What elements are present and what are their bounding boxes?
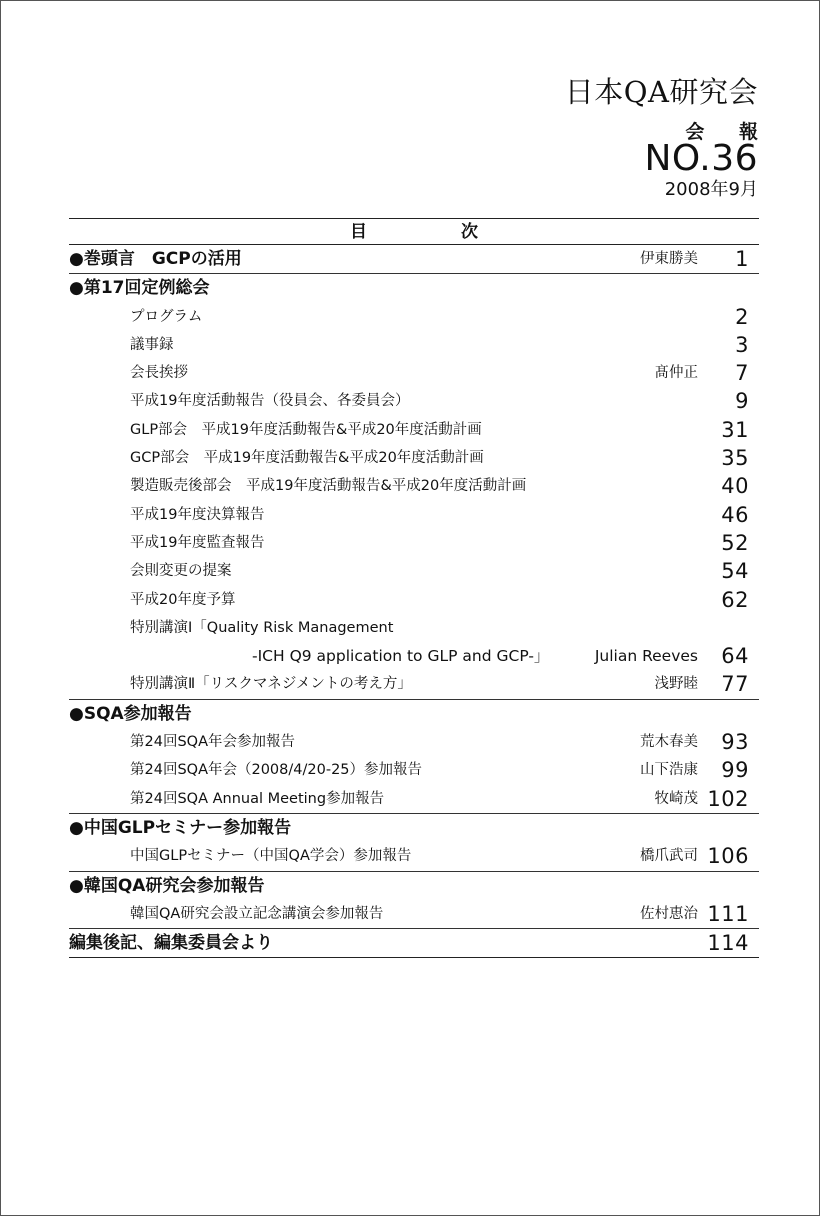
toc-section-row — [69, 871, 759, 900]
toc-entry-page: 93 — [721, 730, 749, 755]
toc-entry-author: 橋爪武司 — [640, 848, 698, 865]
toc-entry-title: -ICH Q9 application to GLP and GCP-」 — [252, 647, 550, 666]
toc-entry-page: 114 — [707, 931, 749, 956]
toc-entry-title: 会則変更の提案 — [130, 563, 232, 580]
toc-entry-title: 特別講演Ⅰ「Quality Risk Management — [130, 619, 394, 636]
toc-entry-title: 製造販売後部会 平成19年度活動報告&平成20年度活動計画 — [130, 478, 527, 495]
toc-entry-page: 52 — [721, 530, 749, 555]
toc-entry-title: 第24回SQA年会（2008/4/20-25）参加報告 — [130, 762, 423, 779]
org-name: 日本QA研究会 — [564, 75, 758, 109]
toc-entry-row — [69, 785, 759, 813]
toc-entry-row — [69, 387, 759, 415]
toc-entry-title: 会長挨拶 — [130, 365, 188, 382]
toc-entry-title: 編集後記、編集委員会より — [69, 933, 273, 954]
toc-entry-row — [69, 900, 759, 928]
toc-entry-page: 1 — [735, 247, 749, 271]
toc-entry-page: 99 — [721, 758, 749, 783]
toc-section-row — [69, 245, 759, 273]
toc-entry-title: ●巻頭言 GCPの活用 — [69, 249, 242, 269]
toc-entry-page: 106 — [707, 844, 749, 869]
toc-entry-author: Julian Reeves — [594, 647, 698, 666]
toc-entry-author: 山下浩康 — [640, 762, 698, 779]
toc-entry-row — [69, 614, 759, 642]
toc-entry-row — [69, 331, 759, 359]
toc-entry-page: 7 — [735, 361, 749, 386]
toc-rows — [69, 245, 759, 958]
toc-entry-row — [69, 303, 759, 331]
toc-entry-title: 特別講演Ⅱ「リスクマネジメントの考え方」 — [130, 676, 412, 693]
table-of-contents — [69, 218, 759, 958]
toc-entry-title: ●中国GLPセミナー参加報告 — [69, 817, 292, 838]
toc-entry-author: 牧崎茂 — [654, 790, 698, 807]
toc-entry-page: 46 — [721, 502, 749, 527]
toc-entry-row — [69, 842, 759, 870]
toc-entry-title: ●第17回定例総会 — [69, 278, 210, 299]
toc-entry-page: 64 — [721, 644, 749, 669]
toc-entry-title: 平成19年度決算報告 — [130, 506, 265, 523]
toc-entry-row — [69, 642, 759, 670]
toc-entry-author: 髙仲正 — [654, 365, 698, 382]
toc-entry-author: 伊東勝美 — [640, 251, 698, 267]
toc-section-row — [69, 813, 759, 842]
toc-entry-row — [69, 529, 759, 557]
toc-entry-title: GCP部会 平成19年度活動報告&平成20年度活動計画 — [130, 450, 484, 467]
toc-entry-title: 平成19年度監査報告 — [130, 534, 265, 551]
toc-entry-title: 韓国QA研究会設立記念講演会参加報告 — [130, 905, 384, 922]
bulletin-label: 会 報 — [685, 121, 772, 143]
toc-heading: 目 次 — [69, 218, 759, 245]
toc-entry-title: 第24回SQA Annual Meeting参加報告 — [130, 790, 385, 807]
toc-entry-author: 佐村恵治 — [640, 905, 698, 922]
toc-entry-row — [69, 359, 759, 387]
toc-entry-page: 9 — [735, 389, 749, 414]
toc-entry-title: ●SQA参加報告 — [69, 703, 192, 724]
toc-entry-row — [69, 756, 759, 784]
toc-entry-title: 第24回SQA年会参加報告 — [130, 734, 295, 751]
toc-entry-page: 111 — [707, 901, 749, 926]
toc-section-row — [69, 928, 759, 957]
toc-entry-row — [69, 557, 759, 585]
toc-entry-row — [69, 586, 759, 614]
toc-section-row — [69, 699, 759, 728]
toc-entry-page: 2 — [735, 304, 749, 329]
issue-number: NO.36 — [644, 138, 758, 179]
toc-entry-title: 議事録 — [130, 336, 174, 353]
toc-entry-title: 平成19年度活動報告（役員会、各委員会） — [130, 393, 410, 410]
toc-section-row — [69, 273, 759, 302]
toc-entry-page: 102 — [707, 786, 749, 811]
toc-entry-row — [69, 728, 759, 756]
toc-entry-page: 35 — [721, 446, 749, 471]
toc-entry-page: 40 — [721, 474, 749, 499]
toc-entry-title: 平成20年度予算 — [130, 591, 236, 608]
toc-entry-author: 浅野睦 — [654, 676, 698, 693]
toc-entry-page: 77 — [721, 672, 749, 697]
toc-entry-row — [69, 416, 759, 444]
toc-entry-row — [69, 670, 759, 698]
toc-entry-title: プログラム — [130, 308, 203, 325]
toc-entry-title: 中国GLPセミナー（中国QA学会）参加報告 — [130, 848, 412, 865]
toc-entry-page: 3 — [735, 332, 749, 357]
issue-date: 2008年9月 — [664, 179, 758, 200]
toc-entry-row — [69, 501, 759, 529]
toc-entry-row — [69, 472, 759, 500]
toc-entry-author: 荒木春美 — [640, 734, 698, 751]
toc-entry-row — [69, 444, 759, 472]
toc-entry-page: 62 — [721, 587, 749, 612]
toc-entry-title: GLP部会 平成19年度活動報告&平成20年度活動計画 — [130, 421, 482, 438]
toc-entry-page: 54 — [721, 559, 749, 584]
toc-entry-title: ●韓国QA研究会参加報告 — [69, 875, 265, 896]
toc-entry-page: 31 — [721, 417, 749, 442]
